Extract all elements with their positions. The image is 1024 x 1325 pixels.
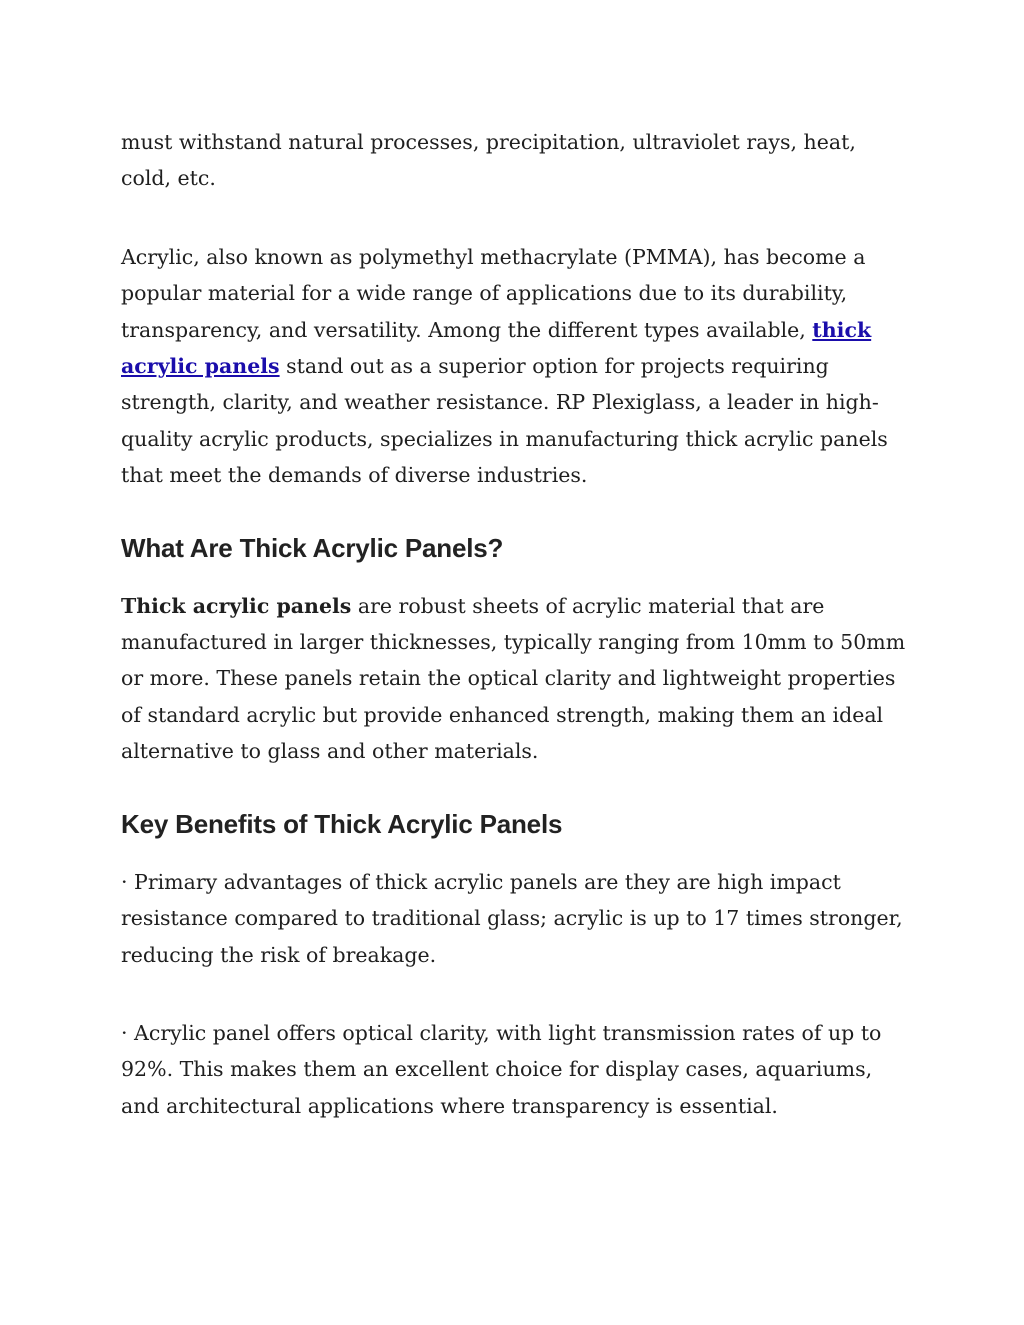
intro-paragraph: must withstand natural processes, precipitation, ultraviolet rays, heat, cold, etc. xyxy=(121,130,856,191)
thick-acrylic-panels-link[interactable]: thick acrylic panels xyxy=(121,317,872,379)
benefit-item-impact-resistance: · Primary advantages of thick acrylic panels are they are high impact resistance compared to traditional glass; acrylic is up to 17 times stronger, reducing the risk of breakage. xyxy=(121,869,903,967)
definition-bold-lead: Thick acrylic panels xyxy=(121,593,352,618)
definition-body: are robust sheets of acrylic material that are manufactured in larger thicknesses, typically ranging from 10mm to 50mm or more. These panels retain the optical clarity and lightweight properties of standard acrylic but provide enhanced strength, making them an ideal alternative to glass and other materials. xyxy=(121,593,906,764)
section-heading-what-are: What Are Thick Acrylic Panels? xyxy=(121,532,504,563)
about-paragraph xyxy=(121,239,911,494)
document-page xyxy=(121,124,911,1124)
about-text-after-link: stand out as a superior option for projects requiring strength, clarity, and weather resistance. RP Plexiglass, a leader in high-quality acrylic products, specializes in manufacturing thick acrylic panels that meet the demands of diverse industries. xyxy=(121,354,888,488)
about-text-before-link: Acrylic, also known as polymethyl methacrylate (PMMA), has become a popular material for a wide range of applications due to its durability, transparency, and versatility. Among the different types available, xyxy=(121,244,866,342)
benefit-item-optical-clarity: · Acrylic panel offers optical clarity, with light transmission rates of up to 92%. This makes them an excellent choice for display cases, aquariums, and architectural applications where transparency is essential. xyxy=(121,1020,882,1118)
section-heading-key-benefits: Key Benefits of Thick Acrylic Panels xyxy=(121,808,563,839)
definition-paragraph xyxy=(121,588,911,770)
